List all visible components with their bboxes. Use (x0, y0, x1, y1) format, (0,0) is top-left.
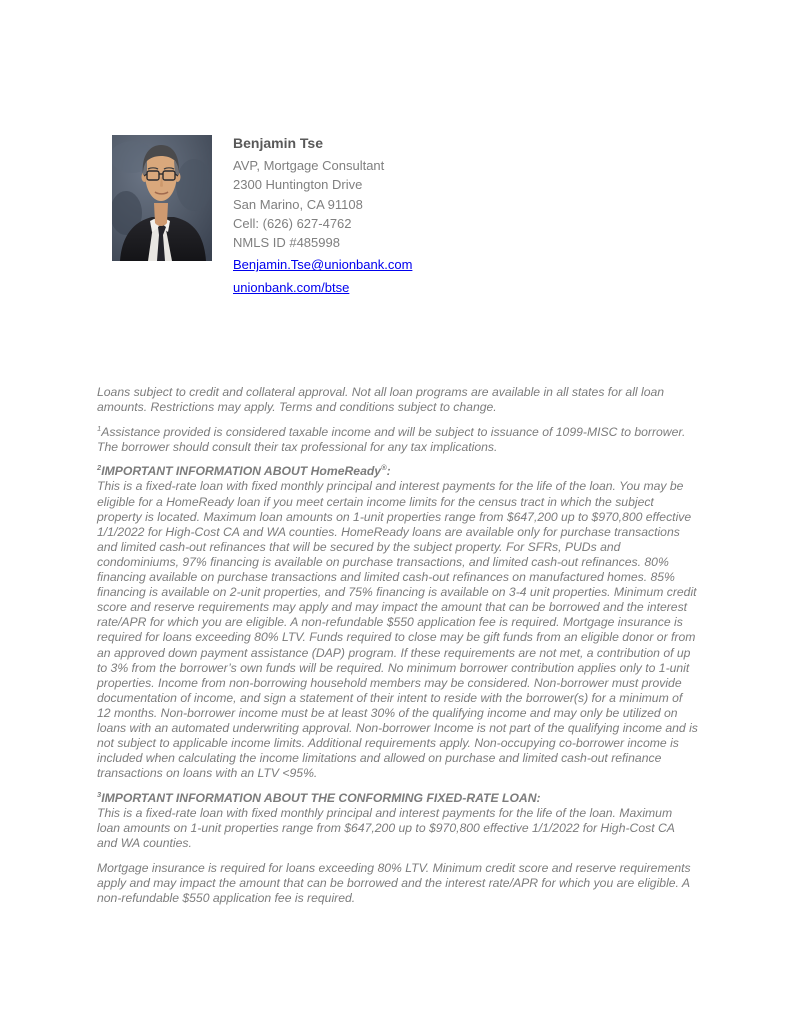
conforming-superscript: 3 (97, 789, 102, 799)
contact-cell-phone: Cell: (626) 627-4762 (233, 215, 352, 231)
contact-address-line1: 2300 Huntington Drive (233, 177, 363, 193)
footnote-1-superscript: 1 (97, 423, 102, 433)
portrait-illustration (112, 135, 212, 261)
footnote-1-paragraph (97, 425, 698, 455)
conforming-heading (97, 791, 698, 806)
consultant-name: Benjamin Tse (233, 135, 323, 151)
consultant-photo (112, 135, 212, 261)
conforming-body-text: This is a fixed-rate loan with fixed monthly principal and interest payments for the life of the loan. Maximum loan amounts on 1-unit properties range from $647,200 up to $970,800 effective 1/1/2022 for High-Cost CA and WA counties. (97, 805, 675, 851)
homeready-section (97, 464, 698, 781)
registered-mark: ® (381, 463, 387, 473)
website-link[interactable]: unionbank.com/btse (233, 279, 350, 295)
conforming-section (97, 791, 698, 851)
homeready-heading-text: IMPORTANT INFORMATION ABOUT HomeReady (101, 464, 382, 479)
contact-info (233, 133, 533, 297)
contact-address-line2: San Marino, CA 91108 (233, 196, 363, 212)
homeready-body-text: This is a fixed-rate loan with fixed monthly principal and interest payments for the life of the loan. You may be eligible for a HomeReady loan if you meet certain income limits for the census tract in which the subject property is located. Maximum loan amounts on 1-unit properties range from $647,200 up to $970,800 effective 1/1/2022 for High-Cost CA and WA counties. HomeReady loans are available only for purchase transactions and limited cash-out refinances that will be secured by the subject property. For SFRs, PUDs and condominiums, 97% financing is available on purchase transactions, and limited cash-out refinances. 80% financing available on purchase transactions and limited cash-out refinances on manufactured homes. 85% financing is available on 2-unit properties, and 75% financing is available on 3-4 unit properties. Minimum credit score and reserve requirements may apply and may impact the amount that can be borrowed and the interest rate/APR for which you are eligible. A non-refundable $550 application fee is required. Mortgage insurance is required for loans exceeding 80% LTV. Funds required to close may be gift funds from an eligible donor or from an approved down payment assistance (DAP) program. If these requirements are not met, a contribution of up to 3% from the borrower’s own funds will be required. No minimum borrower contribution applies only to 1-unit properties. Income from non-borrowing household members may be considered. Non-borrower must provide documentation of income, and sign a statement of their intent to reside with the borrower(s) for a minimum of 12 months. Non-borrower income must be at least 30% of the qualifying income and may only be utilized on loans with an automated underwriting approval. Non-borrower Income is not part of the qualifying income and is not subject to applicable income limits. Additional requirements apply. Non-occupying co-borrower income is included when calculating the income limitations and allowed on purchase and limited cash-out refinance transactions on loans with an LTV <95%. (97, 479, 698, 781)
homeready-superscript: 2 (97, 463, 102, 473)
homeready-heading-colon: : (386, 464, 391, 479)
email-link[interactable]: Benjamin.Tse@unionbank.com (233, 257, 413, 273)
contact-nmls-id: NMLS ID #485998 (233, 235, 340, 251)
consultant-title: AVP, Mortgage Consultant (233, 158, 385, 173)
footnote-1-text: Assistance provided is considered taxable income and will be subject to issuance of 1099-MISC to borrower. The borrower should consult their tax professional for any tax implications. (97, 424, 686, 454)
disclaimer-section (97, 385, 698, 916)
conforming-heading-text: IMPORTANT INFORMATION ABOUT THE CONFORMING FIXED-RATE LOAN: (101, 790, 541, 805)
mortgage-insurance-paragraph: Mortgage insurance is required for loans exceeding 80% LTV. Minimum credit score and reserve requirements apply and may impact the amount that can be borrowed and the interest rate/APR for which you are eligible. A non-refundable $550 application fee is required. (97, 860, 691, 905)
general-disclaimer-paragraph: Loans subject to credit and collateral approval. Not all loan programs are available in all states for all loan amounts. Restrictions may apply. Terms and conditions subject to change. (97, 385, 665, 415)
homeready-heading (97, 464, 698, 479)
